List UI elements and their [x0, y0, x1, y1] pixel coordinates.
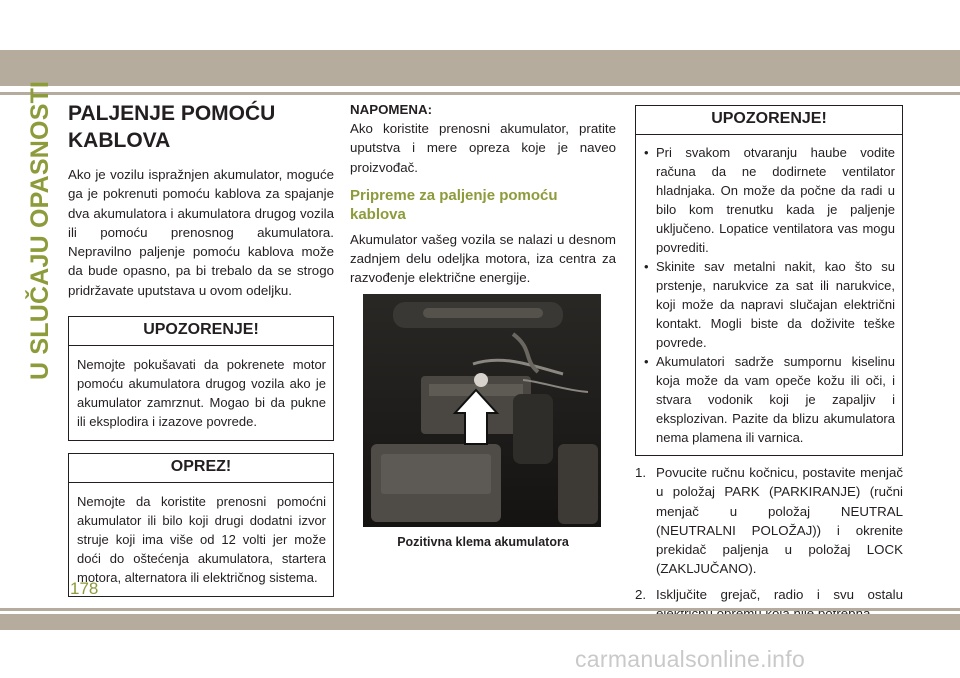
footer-rule: [0, 608, 960, 611]
page-title-line2: KABLOVA: [68, 129, 171, 152]
list-item: • Pri svakom otvaranju haube vodite računa da ne dodirnete ventilator hladnjaka. On može da počne da radi u bilo kom trenutku kada je paljenje uključeno. Lopatice ventilatora vas mogu povrediti.: [642, 143, 895, 257]
note-title: NAPOMENA:: [350, 102, 432, 117]
warning-box-frozen: [68, 316, 334, 441]
header-band: [0, 50, 960, 86]
step-text: Povucite ručnu kočnicu, postavite menjač u položaj PARK (PARKIRANJE) (ručni menjač u položaj NEUTRAL (NEUTRALNI POLOŽAJ)) i okrenite prekidač paljenja u položaj LOCK (ZAKLJUČANO).: [656, 465, 903, 577]
step-text: Isključite grejač, radio i svu ostalu: [656, 586, 903, 602]
note-text: Ako koristite prenosni akumulator, pratite uputstva i mere opreza koje je naveo proizvođač.: [350, 121, 616, 175]
photo-caption: Pozitivna klema akumulatora: [397, 534, 569, 549]
left-column: [68, 100, 334, 597]
section-subheading: Pripreme za paljenje pomoću kablova: [350, 186, 558, 223]
right-column: [635, 105, 903, 629]
caution-box-title: OPREZ!: [69, 454, 333, 483]
section-side-title: U SLUČAJU OPASNOSTI: [26, 80, 54, 380]
warning-box-text: Nemojte pokušavati da pokrenete motor pomoću akumulatora drugog vozila ako je akumulator zamrznut. Mogao bi da pukne ili eksplodira i izazove povrede.: [77, 357, 326, 430]
page-title: [68, 100, 334, 154]
list-item: • Akumulatori sadrže sumpornu kiselinu koja može da vam opeče kožu ili oči, i stvara vodonik koji je zapaljiv i eksplozivan. Pazite da blizu akumulatora nema plamena ili varnica.: [642, 352, 895, 447]
battery-location-paragraph: Akumulator vašeg vozila se nalazi u desnom zadnjem delu odeljka motora, iza centra za razvođenje električne energije.: [350, 231, 616, 286]
list-item: • Skinite sav metalni nakit, kao što su prstenje, narukvice za sat ili narukvice, koji može da napravi slučajan električni kontakt. Mogli biste da doživite teške povrede.: [642, 257, 895, 352]
list-item: [635, 463, 903, 579]
page-title-line1: PALJENJE POMOĆU: [68, 102, 276, 125]
watermark-text: carmanualsonline.info: [575, 646, 806, 672]
footer-band: [0, 614, 960, 630]
intro-paragraph: Ako je vozilu ispražnjen akumulator, moguće ga je pokrenuti pomoću kablova za spajanje dva akumulatora i akumulatora drugog vozila ili pomoću prenosnog akumulatora. Nepravilno paljenje pomoću kablova može da bude opasno, pa bi trebalo da se strogo pridržavate uputstava u ovom odeljku.: [68, 167, 334, 298]
middle-column: [350, 100, 616, 552]
engine-bay-photo: [363, 294, 601, 527]
caution-box-text: Nemojte da koristite prenosni pomoćni akumulator ili bilo koji drugi dodatni izvor struje koji ima više od 12 volti jer može doći do oštećenja akumulatora, startera motora, alternatora ili električnog sistema.: [77, 494, 326, 586]
safety-warning-title: UPOZORENJE!: [636, 106, 902, 135]
step-number: 1.: [635, 465, 647, 480]
caution-box: [68, 453, 334, 597]
step-number: 2.: [635, 586, 647, 602]
page-number: 178: [70, 579, 99, 598]
warning-box-safety: [635, 105, 903, 456]
header-rule: [0, 92, 960, 95]
warning-box-title: UPOZORENJE!: [69, 317, 333, 346]
procedure-steps: [635, 463, 903, 623]
safety-warning-list: [642, 143, 895, 447]
